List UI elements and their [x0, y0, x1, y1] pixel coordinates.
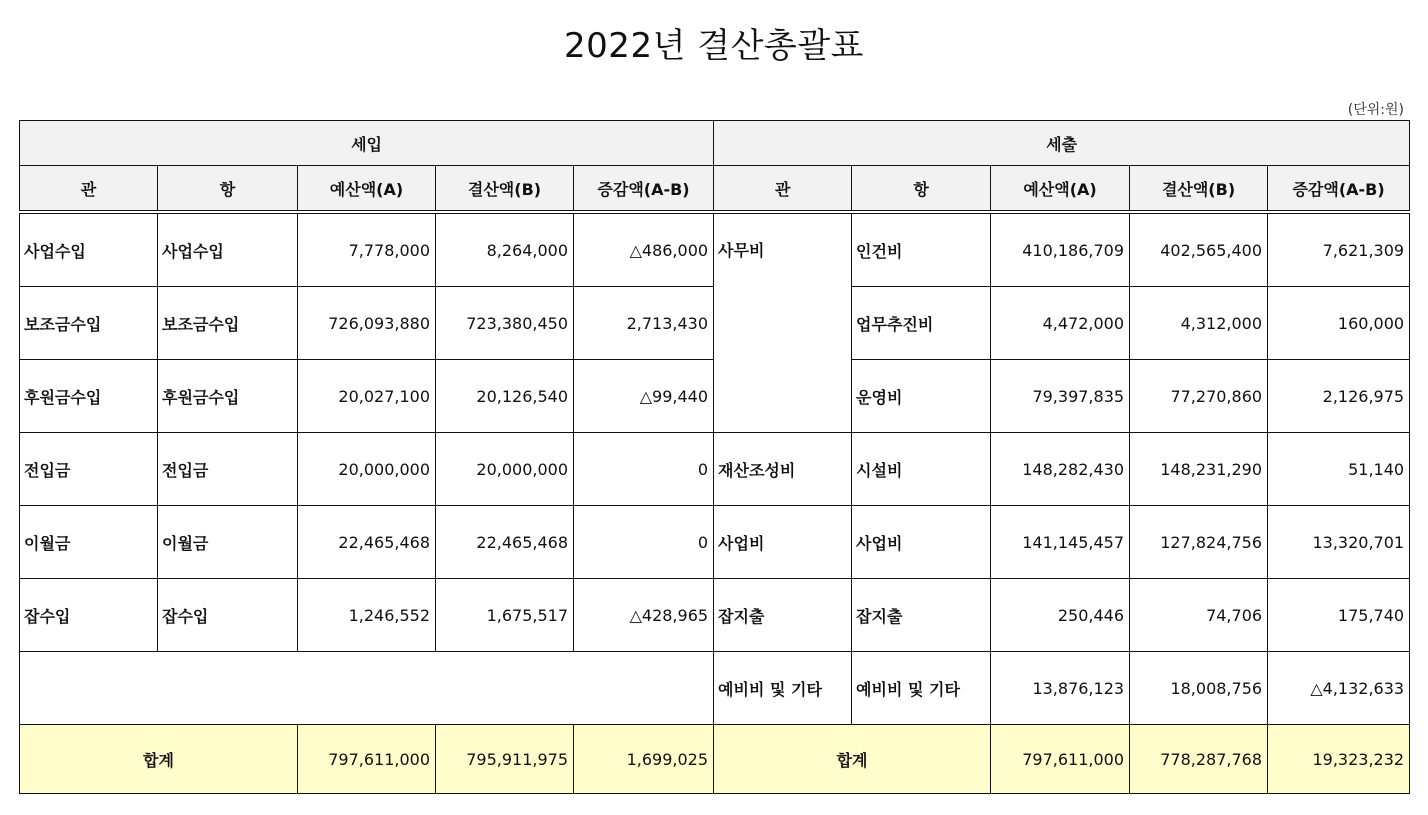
expense-settle: 127,824,756 — [1130, 506, 1268, 579]
expense-budget: 250,446 — [991, 579, 1130, 652]
expense-gwan: 사무비 — [714, 212, 852, 433]
income-gwan: 후원금수입 — [20, 360, 158, 433]
expense-gwan: 예비비 및 기타 — [714, 652, 852, 725]
table-row — [20, 433, 1410, 506]
page-title: 2022년 결산총괄표 — [564, 26, 864, 66]
income-budget: 7,778,000 — [298, 212, 436, 287]
col-header: 결산액(B) — [436, 166, 574, 213]
income-empty-cell — [20, 652, 714, 725]
settlement-table — [19, 120, 1410, 794]
table-row — [20, 212, 1410, 287]
income-settle: 20,126,540 — [436, 360, 574, 433]
expense-hang: 사업비 — [852, 506, 991, 579]
income-gwan: 이월금 — [20, 506, 158, 579]
expense-total-budget: 797,611,000 — [991, 725, 1130, 794]
income-settle: 1,675,517 — [436, 579, 574, 652]
expense-diff: 175,740 — [1268, 579, 1410, 652]
income-gwan: 전입금 — [20, 433, 158, 506]
total-row — [20, 725, 1410, 794]
col-header: 증감액(A-B) — [1268, 166, 1410, 213]
expense-settle: 4,312,000 — [1130, 287, 1268, 360]
col-header: 예산액(A) — [991, 166, 1130, 213]
income-gwan: 사업수입 — [20, 212, 158, 287]
income-gwan: 보조금수입 — [20, 287, 158, 360]
expense-budget: 79,397,835 — [991, 360, 1130, 433]
expense-budget: 13,876,123 — [991, 652, 1130, 725]
income-hang: 이월금 — [158, 506, 298, 579]
income-total-budget: 797,611,000 — [298, 725, 436, 794]
table-row — [20, 506, 1410, 579]
income-diff: 0 — [574, 433, 714, 506]
expense-hang: 예비비 및 기타 — [852, 652, 991, 725]
expense-diff: 7,621,309 — [1268, 212, 1410, 287]
income-diff: △99,440 — [574, 360, 714, 433]
expense-settle: 148,231,290 — [1130, 433, 1268, 506]
income-settle: 20,000,000 — [436, 433, 574, 506]
income-budget: 20,000,000 — [298, 433, 436, 506]
income-diff: △428,965 — [574, 579, 714, 652]
expense-settle: 77,270,860 — [1130, 360, 1268, 433]
expense-budget: 4,472,000 — [991, 287, 1130, 360]
expense-settle: 74,706 — [1130, 579, 1268, 652]
table-row — [20, 579, 1410, 652]
unit-note: (단위:원) — [1347, 102, 1404, 118]
expense-settle: 18,008,756 — [1130, 652, 1268, 725]
col-header: 관 — [20, 166, 158, 213]
income-budget: 20,027,100 — [298, 360, 436, 433]
col-header: 관 — [714, 166, 852, 213]
expense-budget: 148,282,430 — [991, 433, 1130, 506]
income-settle: 8,264,000 — [436, 212, 574, 287]
expense-budget: 141,145,457 — [991, 506, 1130, 579]
income-diff: 2,713,430 — [574, 287, 714, 360]
expense-diff: 2,126,975 — [1268, 360, 1410, 433]
income-hang: 사업수입 — [158, 212, 298, 287]
col-header: 증감액(A-B) — [574, 166, 714, 213]
income-total-diff: 1,699,025 — [574, 725, 714, 794]
expense-diff: 160,000 — [1268, 287, 1410, 360]
income-budget: 726,093,880 — [298, 287, 436, 360]
income-diff: 0 — [574, 506, 714, 579]
expense-hang: 인건비 — [852, 212, 991, 287]
header-row-groups — [20, 121, 1410, 166]
table-row — [20, 652, 1410, 725]
income-diff: △486,000 — [574, 212, 714, 287]
income-hang: 잡수입 — [158, 579, 298, 652]
income-budget: 1,246,552 — [298, 579, 436, 652]
expense-total-label: 합계 — [714, 725, 991, 794]
income-total-settle: 795,911,975 — [436, 725, 574, 794]
expense-gwan: 사업비 — [714, 506, 852, 579]
income-total-label: 합계 — [20, 725, 298, 794]
expense-hang: 업무추진비 — [852, 287, 991, 360]
expense-gwan: 재산조성비 — [714, 433, 852, 506]
expense-diff: 13,320,701 — [1268, 506, 1410, 579]
income-hang: 후원금수입 — [158, 360, 298, 433]
income-settle: 723,380,450 — [436, 287, 574, 360]
income-hang: 전입금 — [158, 433, 298, 506]
col-header: 항 — [158, 166, 298, 213]
income-budget: 22,465,468 — [298, 506, 436, 579]
income-hang: 보조금수입 — [158, 287, 298, 360]
income-gwan: 잡수입 — [20, 579, 158, 652]
expense-header: 세출 — [714, 121, 1410, 166]
col-header: 예산액(A) — [298, 166, 436, 213]
income-settle: 22,465,468 — [436, 506, 574, 579]
header-row-columns — [20, 166, 1410, 213]
expense-hang: 시설비 — [852, 433, 991, 506]
col-header: 결산액(B) — [1130, 166, 1268, 213]
expense-budget: 410,186,709 — [991, 212, 1130, 287]
expense-total-settle: 778,287,768 — [1130, 725, 1268, 794]
income-header: 세입 — [20, 121, 714, 166]
expense-gwan: 잡지출 — [714, 579, 852, 652]
expense-total-diff: 19,323,232 — [1268, 725, 1410, 794]
col-header: 항 — [852, 166, 991, 213]
expense-diff: △4,132,633 — [1268, 652, 1410, 725]
expense-settle: 402,565,400 — [1130, 212, 1268, 287]
expense-hang: 잡지출 — [852, 579, 991, 652]
expense-hang: 운영비 — [852, 360, 991, 433]
expense-diff: 51,140 — [1268, 433, 1410, 506]
